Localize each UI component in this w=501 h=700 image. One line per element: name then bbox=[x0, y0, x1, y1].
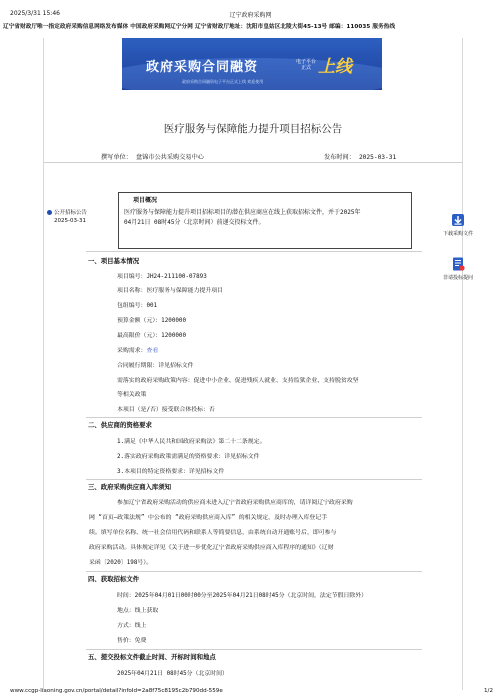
section-4-title: 四、获取招标文件 bbox=[88, 575, 140, 583]
policy-line1: 需落实的政府采购政策内容：促进中小企业、促进残疾人就业、支持监狱企业、支持脱贫攻坚 bbox=[117, 378, 359, 384]
print-header bbox=[0, 0, 501, 40]
page-url: www.ccgp-liaoning.gov.cn/portal/detail?infoId=2a8f75c8195c2b790dd-559e bbox=[10, 688, 223, 694]
banner-title: 政府采购合同融资 bbox=[146, 60, 259, 75]
registration-line4: 政府采购活动。具体规定详见《关于进一步优化辽宁省政府采购供应商入库程序的通知》（辽财 bbox=[89, 545, 334, 551]
section-divider bbox=[86, 649, 422, 650]
consortium-bid: 本项目（是/否）接受联合体投标：否 bbox=[117, 407, 215, 413]
bid-question-label: 非请投标提问 bbox=[443, 275, 474, 281]
print-site-title: 辽宁政府采购网 bbox=[229, 12, 272, 19]
procurement-needs bbox=[117, 345, 158, 354]
left-panel bbox=[47, 209, 87, 225]
page-number: 1/2 bbox=[484, 688, 494, 694]
obtain-method: 方式：线上 bbox=[117, 623, 147, 629]
qualification-1: 1.满足《中华人民共和国政府采购法》第二十二条规定。 bbox=[117, 439, 266, 445]
publish-date: 2025-03-31 bbox=[358, 154, 397, 161]
section-divider bbox=[86, 417, 422, 418]
site-info-bar: 辽宁省财政厅唯一指定政府采购信息网络发布媒体 中国政府采购网辽宁分网 辽宁省财政厅地址：沈阳市皇姑区北陵大街45-13号 邮编：110035 服务热线 bbox=[3, 24, 396, 30]
obtain-place: 地点：线上获取 bbox=[117, 608, 159, 614]
banner-badge-line1: 电子平台 bbox=[296, 59, 317, 65]
org-label: 撰写单位： bbox=[101, 154, 132, 161]
bullet-dot-icon bbox=[47, 210, 52, 215]
download-docs-button[interactable] bbox=[443, 212, 473, 237]
banner-badge bbox=[296, 59, 316, 71]
section-3-title: 三、政府采购供应商入库须知 bbox=[88, 483, 172, 491]
banner-badge-line2: 正式 bbox=[301, 65, 312, 71]
max-price: 最高限价（元）：1200000 bbox=[117, 333, 187, 339]
qualification-2: 2.落实政府采购政策需满足的资格要求：详见招标文件 bbox=[117, 454, 260, 460]
date-label: 发布时间： bbox=[324, 154, 355, 161]
bid-question-button[interactable] bbox=[443, 256, 473, 281]
print-date: 2025/3/31 15:46 bbox=[10, 10, 60, 17]
date-meta bbox=[324, 152, 396, 161]
registration-line1: 参加辽宁省政府采购活动的供应商未进入辽宁省政府采购供应商库的，请详阅辽宁政府采购 bbox=[117, 500, 353, 506]
meta-divider bbox=[44, 162, 462, 163]
deadline-time: 2025年04月21日 08时45分（北京时间） bbox=[117, 671, 228, 677]
section-divider bbox=[86, 251, 422, 252]
announcement-type: 公开招标公告 bbox=[54, 210, 88, 216]
project-number: 项目编号：JH24-211100-07893 bbox=[117, 274, 207, 280]
procurement-needs-label: 采购需求： bbox=[117, 348, 147, 354]
package-number: 包组编号：001 bbox=[117, 303, 158, 309]
overview-title: 项目概况 bbox=[133, 197, 158, 204]
budget-amount: 预算金额（元）：1200000 bbox=[117, 318, 187, 324]
contract-term: 合同履行期限：详见招标文件 bbox=[117, 363, 194, 369]
section-5-title: 五、提交投标文件截止时间、开标时间和地点 bbox=[88, 653, 216, 661]
policy-line2: 等相关政策 bbox=[117, 392, 147, 398]
banner-subtitle: 政府采购合同融资电子平台正式上线 欢迎使用 bbox=[182, 79, 264, 84]
org-meta bbox=[101, 152, 204, 161]
announcement-date: 2025-03-31 bbox=[54, 218, 86, 224]
document-question-icon bbox=[450, 256, 466, 272]
page-title: 医疗服务与保障能力提升项目招标公告 bbox=[163, 123, 343, 135]
document-price: 售价：免费 bbox=[117, 638, 147, 644]
section-1-title: 一、项目基本情况 bbox=[88, 257, 140, 265]
overview-text bbox=[124, 208, 409, 228]
download-icon bbox=[450, 212, 466, 228]
project-overview-box bbox=[118, 192, 412, 249]
registration-line2: 网 “首页—政策法规” 中公布的 “政府采购供应商入库” 的相关规定，及时办理入库登记手 bbox=[89, 515, 328, 521]
download-docs-label: 下载采购文件 bbox=[443, 231, 474, 237]
section-divider bbox=[86, 571, 422, 572]
qualification-3: 3.本项目的特定资格要求：详见招标文件 bbox=[117, 469, 225, 475]
org-name: 盘锦市公共采购交易中心 bbox=[135, 154, 204, 161]
section-divider bbox=[86, 479, 422, 480]
overview-line2: 04月21日 08时45分（北京时间）前递交投标文件。 bbox=[124, 219, 265, 226]
financing-banner[interactable] bbox=[122, 38, 382, 90]
section-2-title: 二、供应商的资格要求 bbox=[88, 421, 152, 429]
banner-online-text: 上线 bbox=[318, 57, 352, 77]
registration-line5: 采函〔2020〕198号）。 bbox=[89, 560, 153, 566]
project-name: 项目名称：医疗服务与保障能力提升项目 bbox=[117, 288, 224, 294]
overview-line1: 医疗服务与保障能力提升项目招标项目的潜在供应商应在线上获取招标文件，并于2025年 bbox=[124, 209, 361, 216]
registration-line3: 续。填写单位名称、统一社会信用代码和联系人等简要信息，由系统自动开通账号后，即可参与 bbox=[89, 530, 337, 536]
obtain-time: 时间：2025年04月01日00时00分至2025年04月21日08时45分（北京时间，法定节假日除外） bbox=[117, 593, 368, 599]
procurement-needs-link[interactable]: 查看 bbox=[146, 348, 159, 354]
